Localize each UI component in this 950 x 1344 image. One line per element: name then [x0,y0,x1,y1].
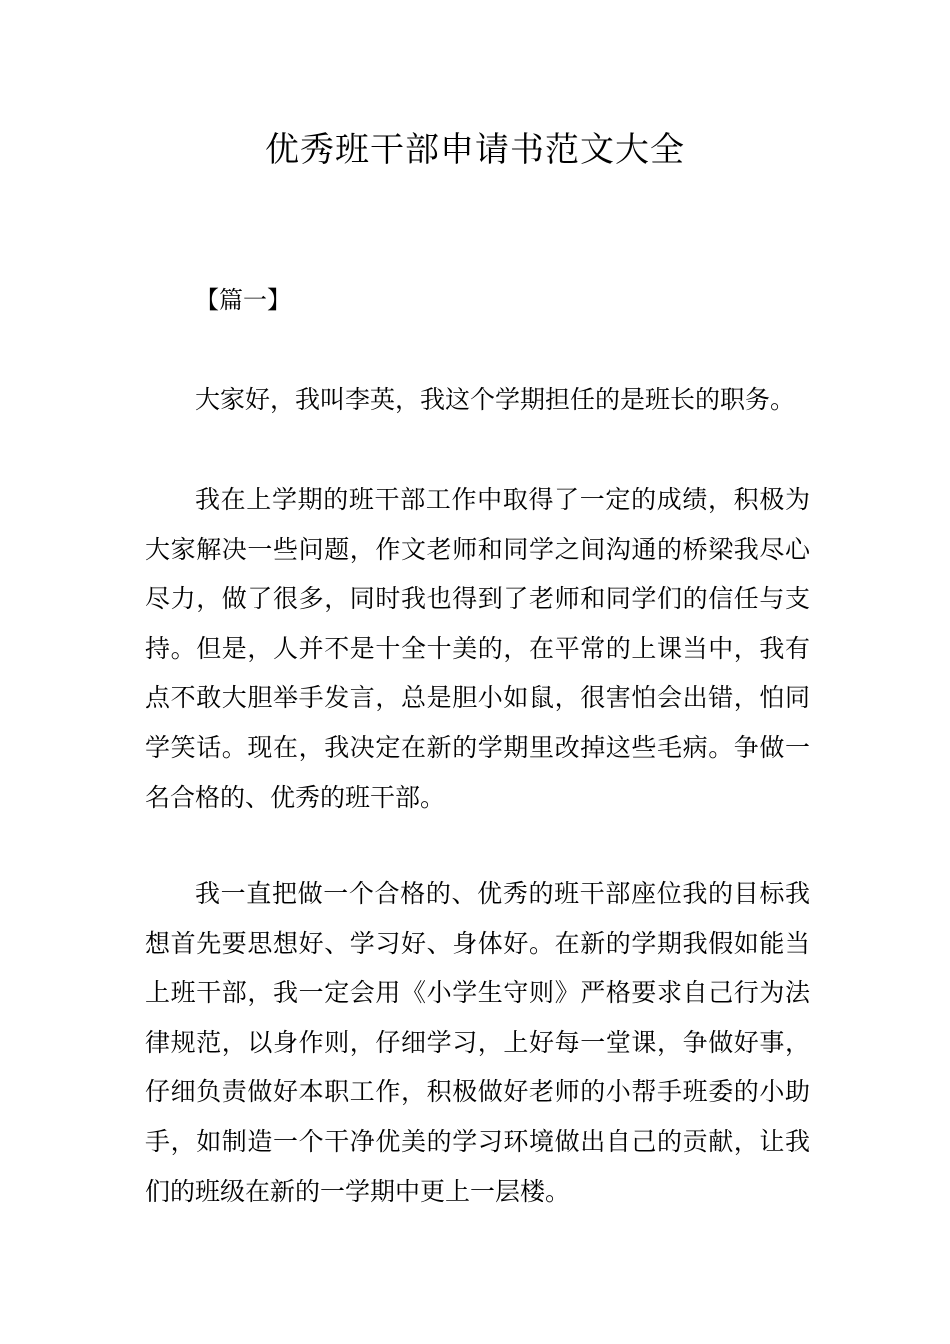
paragraph-goals: 我一直把做一个合格的、优秀的班干部座位我的目标我想首先要思想好、学习好、身体好。在新的学期我假如能当上班干部，我一定会用《小学生守则》严格要求自己行为法律规范，以身作则，仔细学习，上好每一堂课，争做好事，仔细负责做好本职工作，积极做好老师的小帮手班委的小助手，如制造一个干净优美的学习环境做出自己的贡献，让我们的班级在新的一学期中更上一层楼。 [145,879,810,1206]
section-heading: 【篇一】 [195,286,291,314]
paragraph-intro: 大家好，我叫李英，我这个学期担任的是班长的职务。 [195,385,796,414]
document-title: 优秀班干部申请书范文大全 [265,130,685,170]
paragraph-last-term: 我在上学期的班干部工作中取得了一定的成绩，积极为大家解决一些问题，作文老师和同学之间沟通的桥梁我尽心尽力，做了很多，同时我也得到了老师和同学们的信任与支持。但是，人并不是十全十美的，在平常的上课当中，我有点不敢大胆举手发言，总是胆小如鼠，很害怕会出错，怕同学笑话。现在，我决定在新的学期里改掉这些毛病。争做一名合格的、优秀的班干部。 [145,485,810,812]
